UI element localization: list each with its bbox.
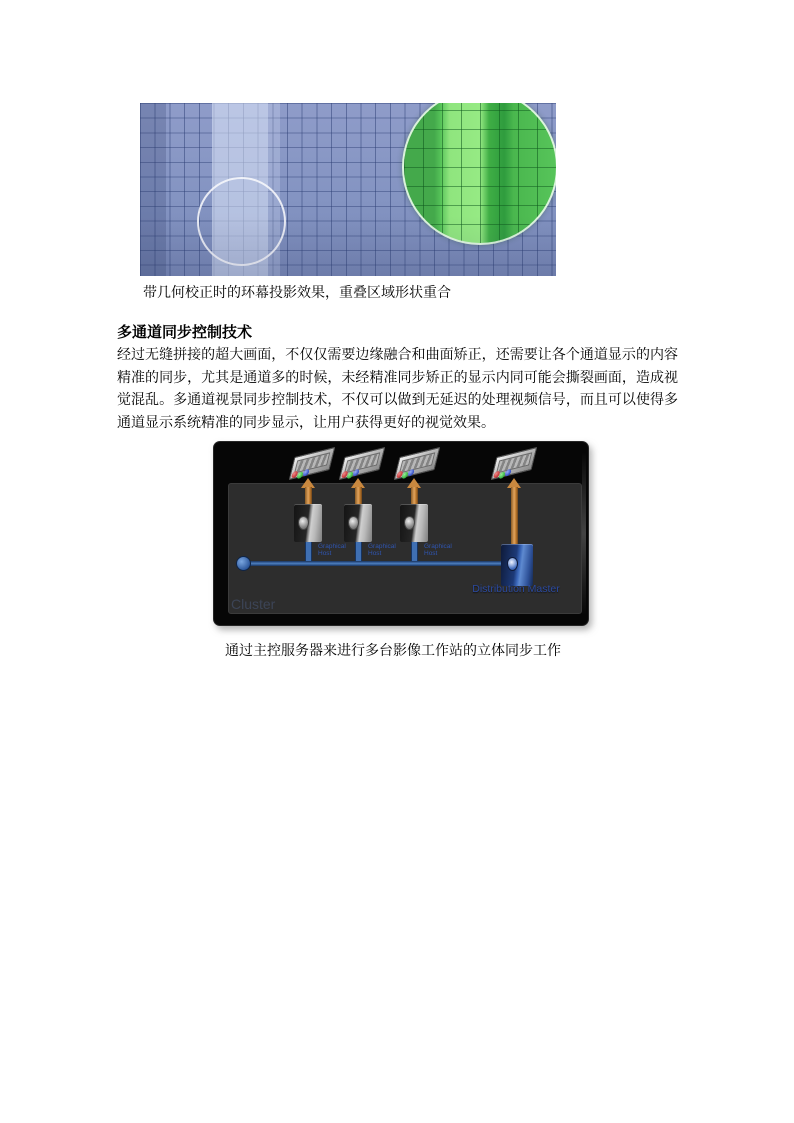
host-label-line2: Host: [368, 550, 382, 557]
master-server: [501, 544, 533, 586]
section-heading: 多通道同步控制技术: [117, 324, 253, 341]
host-label-line2: Host: [424, 550, 438, 557]
display-screen: [294, 452, 330, 473]
slide-edge-highlight: [582, 452, 586, 615]
host-label: [318, 543, 346, 557]
photo-caption: 带几何校正时的环幕投影效果，重叠区域形状重合: [143, 286, 451, 301]
shield-emblem-icon: [298, 516, 309, 530]
master-label: Distribution Master: [472, 583, 560, 595]
display-icon: [491, 447, 538, 480]
display-icon: [394, 447, 441, 480]
display-icon: [289, 447, 336, 480]
cluster-label: Cluster: [231, 596, 276, 612]
shield-emblem-icon: [404, 516, 415, 530]
host-label-line1: Graphical: [424, 543, 452, 550]
display-screen: [496, 452, 532, 473]
host-label-line2: Host: [318, 550, 332, 557]
network-drop-line: [305, 542, 312, 563]
host-label-line1: Graphical: [368, 543, 396, 550]
graphics-workstation: [294, 504, 322, 542]
host-label-line1: Graphical: [318, 543, 346, 550]
video-arrow: [511, 487, 518, 545]
projection-calibration-photo: [140, 103, 556, 276]
display-screen: [399, 452, 435, 473]
host-label: [368, 543, 396, 557]
photo-bottom-shade: [140, 216, 556, 276]
host-label: [424, 543, 452, 557]
diagram-caption: 通过主控服务器来进行多台影像工作站的立体同步工作: [225, 644, 561, 659]
body-paragraph: 经过无缝拼接的超大画面，不仅仅需要边缘融合和曲面矫正，还需要让各个通道显示的内容精准的同步，尤其是通道多的时候，未经精准同步矫正的显示内同可能会撕裂画面，造成视觉混乱。多通道视景同步控制技术，不仅可以做到无延迟的处理视频信号，而且可以使得多通道显示系统精准的同步显示，让用户获得更好的视觉效果。: [117, 348, 678, 431]
network-drop-line: [355, 542, 362, 563]
network-node: [236, 556, 251, 571]
display-screen: [344, 452, 380, 473]
shield-emblem-icon: [348, 516, 359, 530]
shield-emblem-icon: [507, 557, 518, 571]
graphics-workstation: [344, 504, 372, 542]
graphics-workstation: [400, 504, 428, 542]
network-drop-line: [411, 542, 418, 563]
network-bus-line: [240, 561, 516, 566]
display-icon: [339, 447, 386, 480]
sync-cluster-diagram: [213, 441, 589, 626]
